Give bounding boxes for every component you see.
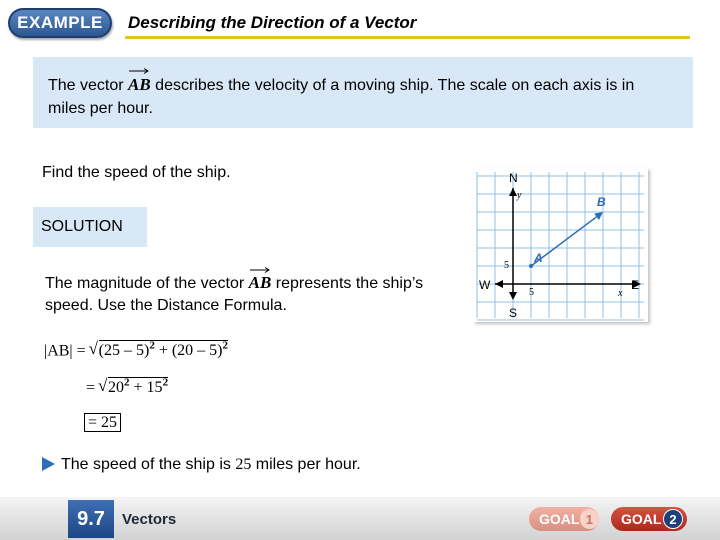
distance-formula-result [84,414,121,432]
distance-formula-line-2 [86,377,168,397]
y-axis-arrow-down [509,292,517,300]
distance-formula-line-1 [44,340,228,360]
exponent-1: 2 [149,340,155,352]
goal-2-label: GOAL [621,511,662,527]
sqrt-radical-1 [90,340,228,360]
east-label: E [631,278,640,292]
conclusion-end: miles per hour. [251,456,361,473]
vector-ab-symbol [128,71,151,96]
vector-ab-arrowhead [594,212,603,220]
vector-arrow-icon [250,267,270,273]
vector-ab-label-2: AB [248,273,272,292]
exponent-2: 2 [222,340,228,352]
exponent-4: 2 [162,377,169,389]
bullet-triangle-icon [42,457,55,471]
result-box: = 25 [84,413,121,432]
speed-value: 25 [235,456,252,473]
goal-2-number: 2 [663,509,683,529]
magnitude-lhs: |AB| = [44,342,86,360]
point-b-label: B [597,195,606,209]
conclusion-start: The speed of the ship is [61,456,236,473]
example-badge: EXAMPLE [8,8,112,38]
south-label: S [509,306,518,320]
page-title: Describing the Direction of a Vector [128,13,417,32]
goal-1-label: GOAL [539,511,580,527]
radicand-term-3: 20 [108,379,125,397]
lesson-number-badge: 9.7 [68,500,114,538]
x-axis-label: x [618,288,623,299]
vector-ab-symbol-2 [249,270,272,294]
west-label: W [479,278,491,292]
problem-text-start: The vector [48,77,129,94]
problem-text-end: describes the velocity of a moving ship. The scale on each axis is in miles per hour. [48,77,635,117]
equals-sign: = [86,379,96,397]
x-tick-5-label: 5 [529,287,534,298]
vector-graph-svg [473,168,648,322]
solution-label: SOLUTION [33,207,147,247]
exponent-3: 2 [124,377,130,389]
point-a-label: A [534,251,543,265]
magnitude-text-end: represents the ship’s speed. Use the Distance Formula. [45,275,424,314]
magnitude-explanation [45,270,445,317]
sqrt-radical-2 [99,377,168,397]
question-text: Find the speed of the ship. [42,164,231,181]
conclusion-text [42,456,361,474]
vector-arrow-icon [129,68,149,74]
problem-statement [48,71,668,120]
title-underline [125,36,690,39]
radicand-term-1: (25 – 5) [98,342,150,360]
vector-graph [473,168,648,322]
north-label: N [509,171,518,185]
radicand-term-2: + (20 – 5) [154,342,223,360]
goal-2-button[interactable] [611,507,687,531]
point-a-marker [529,264,533,268]
goal-1-number: 1 [580,509,599,529]
goal-1-button[interactable] [529,507,599,531]
y-tick-5-label: 5 [504,260,509,271]
y-axis-arrow-up [509,188,517,196]
radicand-term-4: + 15 [129,379,163,397]
vector-ab-label: AB [128,75,151,94]
y-axis-label: y [517,190,522,201]
lesson-title: Vectors [122,511,177,528]
magnitude-text-start: The magnitude of the vector [45,275,249,292]
graph-axes [495,188,641,300]
x-axis-arrow-left [495,280,503,288]
